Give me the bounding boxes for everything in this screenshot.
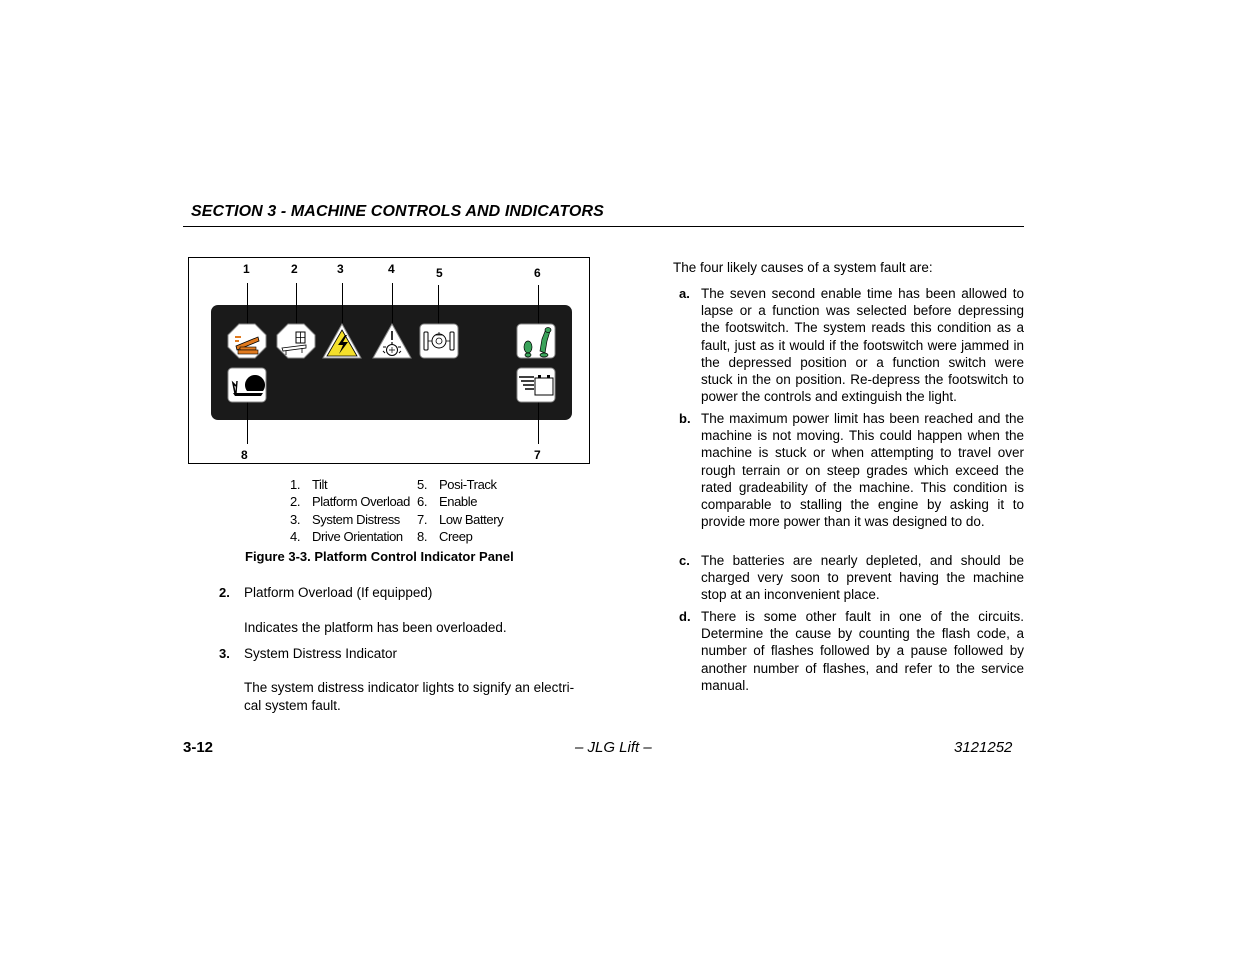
legend-number: 7. <box>417 511 428 527</box>
document-number: 3121252 <box>954 739 1013 756</box>
callout-line-3 <box>342 283 343 328</box>
legend-label: Enable <box>439 494 478 510</box>
legend-label: Low Battery <box>439 511 504 527</box>
legend-label: Creep <box>439 529 473 545</box>
header-rule <box>183 226 1024 227</box>
callout-line-1 <box>247 283 248 328</box>
callout-number-6: 6 <box>534 266 541 280</box>
item-description-line: cal system fault. <box>244 698 341 713</box>
legend-number: 4. <box>290 529 301 545</box>
posi-track-icon <box>419 323 459 359</box>
figure-caption: Figure 3-3. Platform Control Indicator Panel <box>245 549 514 564</box>
item-title: Platform Overload (If equipped) <box>244 585 433 600</box>
low-battery-icon <box>516 367 556 403</box>
legend-label: Platform Overload <box>312 494 410 510</box>
callout-number-2: 2 <box>291 262 298 276</box>
callout-number-8: 8 <box>241 448 248 462</box>
callout-line-5 <box>438 285 439 328</box>
item-title: System Distress Indicator <box>244 646 398 661</box>
callout-line-8 <box>247 400 248 444</box>
legend-number: 5. <box>417 477 428 492</box>
list-item: The maximum power limit has been reached and the machine is not moving. This could happen when the machine is stuck or when attempting to travel over rough terrain or on steep grades which exceed the rated gradeability of the machine. This condition is comparable to stalling the engine by asking it to provide more power than it was designed to do. <box>701 411 1024 530</box>
list-marker: a. <box>679 286 690 301</box>
callout-line-7 <box>538 400 539 444</box>
callout-line-2 <box>296 283 297 328</box>
legend-label: Posi-Track <box>439 477 497 492</box>
list-item: The seven second enable time has been allowed to lapse or a function was selected before depressing the footswitch. The system reads this condition as a fault, just as it would if the footswitch were jammed in the depressed position or a function switch were stuck in the on position. Re-depress the footswitch to power the controls and extinguish the light. <box>701 286 1024 405</box>
legend-number: 2. <box>290 494 301 510</box>
list-item: There is some other fault in one of the circuits. Determine the cause by counting the flash code, a number of flashes followed by a pause followed by another number of flashes, and refer to the service manual. <box>701 609 1024 693</box>
callout-number-3: 3 <box>337 262 344 276</box>
list-marker: d. <box>679 609 691 624</box>
callout-line-6 <box>538 285 539 328</box>
list-marker: c. <box>679 553 690 568</box>
item-description-line: The system distress indicator lights to signify an electri- <box>244 680 575 695</box>
legend-label: System Distress <box>312 511 400 527</box>
enable-icon <box>516 323 556 359</box>
tilt-icon <box>227 323 267 359</box>
legend-number: 6. <box>417 494 428 510</box>
page-number: 3-12 <box>183 739 214 756</box>
callout-line-4 <box>392 283 393 328</box>
platform-overload-icon <box>276 323 316 359</box>
drive-orientation-icon <box>372 323 412 359</box>
legend-number: 8. <box>417 529 428 545</box>
fault-causes-intro: The four likely causes of a system fault are: <box>673 260 933 275</box>
legend-label: Drive Orientation <box>312 529 403 545</box>
item-number: 2. <box>219 585 230 600</box>
item-number: 3. <box>219 646 230 661</box>
callout-number-7: 7 <box>534 448 541 462</box>
footer-brand: – JLG Lift – <box>575 739 652 756</box>
creep-icon <box>227 367 267 403</box>
system-distress-icon <box>322 323 362 359</box>
list-marker: b. <box>679 411 691 426</box>
callout-number-1: 1 <box>243 262 250 276</box>
legend-number: 1. <box>290 477 301 492</box>
legend-label: Tilt <box>312 477 328 492</box>
item-description: Indicates the platform has been overloaded. <box>244 620 507 635</box>
legend-number: 3. <box>290 511 301 527</box>
callout-number-4: 4 <box>388 262 395 276</box>
list-item: The batteries are nearly depleted, and should be charged very soon to prevent having the machine stop at an inconvenient place. <box>701 553 1024 603</box>
section-title: SECTION 3 - MACHINE CONTROLS AND INDICATORS <box>191 203 604 220</box>
callout-number-5: 5 <box>436 266 443 280</box>
